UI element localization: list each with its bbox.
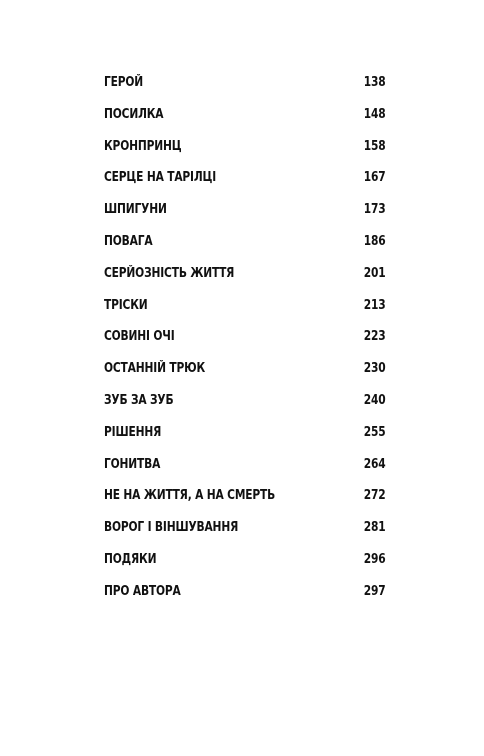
toc-entry: [104, 391, 386, 423]
toc-entry-page: 167: [364, 170, 386, 186]
toc-entry-page: 138: [364, 75, 386, 90]
toc-entry: [104, 327, 386, 359]
toc-entry: [104, 73, 386, 105]
toc-entry: [104, 264, 386, 296]
toc-entry-page: 158: [364, 138, 386, 154]
toc-entry: [104, 232, 386, 264]
toc-entry-page: 240: [364, 392, 386, 408]
toc-entry-title: ПОВАГА: [104, 233, 153, 249]
toc-entry-page: 230: [364, 361, 386, 377]
toc-entry-title: ПРО АВТОРА: [104, 583, 181, 599]
toc-entry-page: 186: [364, 233, 386, 249]
toc-entry-page: 223: [364, 329, 386, 345]
toc-entry-title: СЕРЙОЗНІСТЬ ЖИТТЯ: [104, 265, 235, 281]
toc-entry-title: ВОРОГ І ВІНШУВАННЯ: [104, 520, 239, 536]
toc-entry-page: 148: [364, 106, 386, 122]
toc-entry-title: СЕРЦЕ НА ТАРІЛЦІ: [104, 170, 217, 186]
toc-entry-title: ТРІСКИ: [104, 297, 148, 313]
toc-entry: [104, 486, 386, 518]
toc-entry: [104, 137, 386, 169]
toc-entry-page: 255: [364, 424, 386, 440]
toc-entry-title: ПОСИЛКА: [104, 106, 164, 122]
toc-entry-page: 281: [364, 520, 386, 536]
toc-entry-page: 297: [364, 583, 386, 599]
toc-entry: [104, 200, 386, 232]
toc-entry-title: ОСТАННІЙ ТРЮК: [104, 361, 206, 377]
toc-entry: [104, 455, 386, 487]
toc-entry: [104, 582, 386, 614]
toc-entry-title: ПОДЯКИ: [104, 551, 157, 567]
toc-entry-title: СОВИНІ ОЧІ: [104, 329, 175, 345]
toc-entry: [104, 359, 386, 391]
toc-entry: [104, 296, 386, 328]
toc-entry-title: РІШЕННЯ: [104, 424, 162, 440]
toc-entry-page: 296: [364, 551, 386, 567]
toc-entry-title: ЗУБ ЗА ЗУБ: [104, 392, 174, 408]
toc-entry: [104, 105, 386, 137]
toc-entry-title: НЕ НА ЖИТТЯ, А НА СМЕРТЬ: [104, 488, 276, 504]
table-of-contents: [104, 73, 386, 614]
toc-entry-title: КРОНПРИНЦ: [104, 138, 182, 154]
toc-entry: [104, 550, 386, 582]
toc-entry-page: 173: [364, 202, 386, 218]
toc-entry: [104, 168, 386, 200]
toc-entry-title: ГЕРОЙ: [104, 75, 144, 90]
toc-entry-title: ШПИГУНИ: [104, 202, 167, 218]
toc-entry-title: ГОНИТВА: [104, 456, 161, 472]
toc-entry-page: 264: [364, 456, 386, 472]
toc-entry: [104, 423, 386, 455]
toc-entry-page: 213: [364, 297, 386, 313]
toc-entry: [104, 518, 386, 550]
toc-entry-page: 201: [364, 265, 386, 281]
toc-entry-page: 272: [364, 488, 386, 504]
